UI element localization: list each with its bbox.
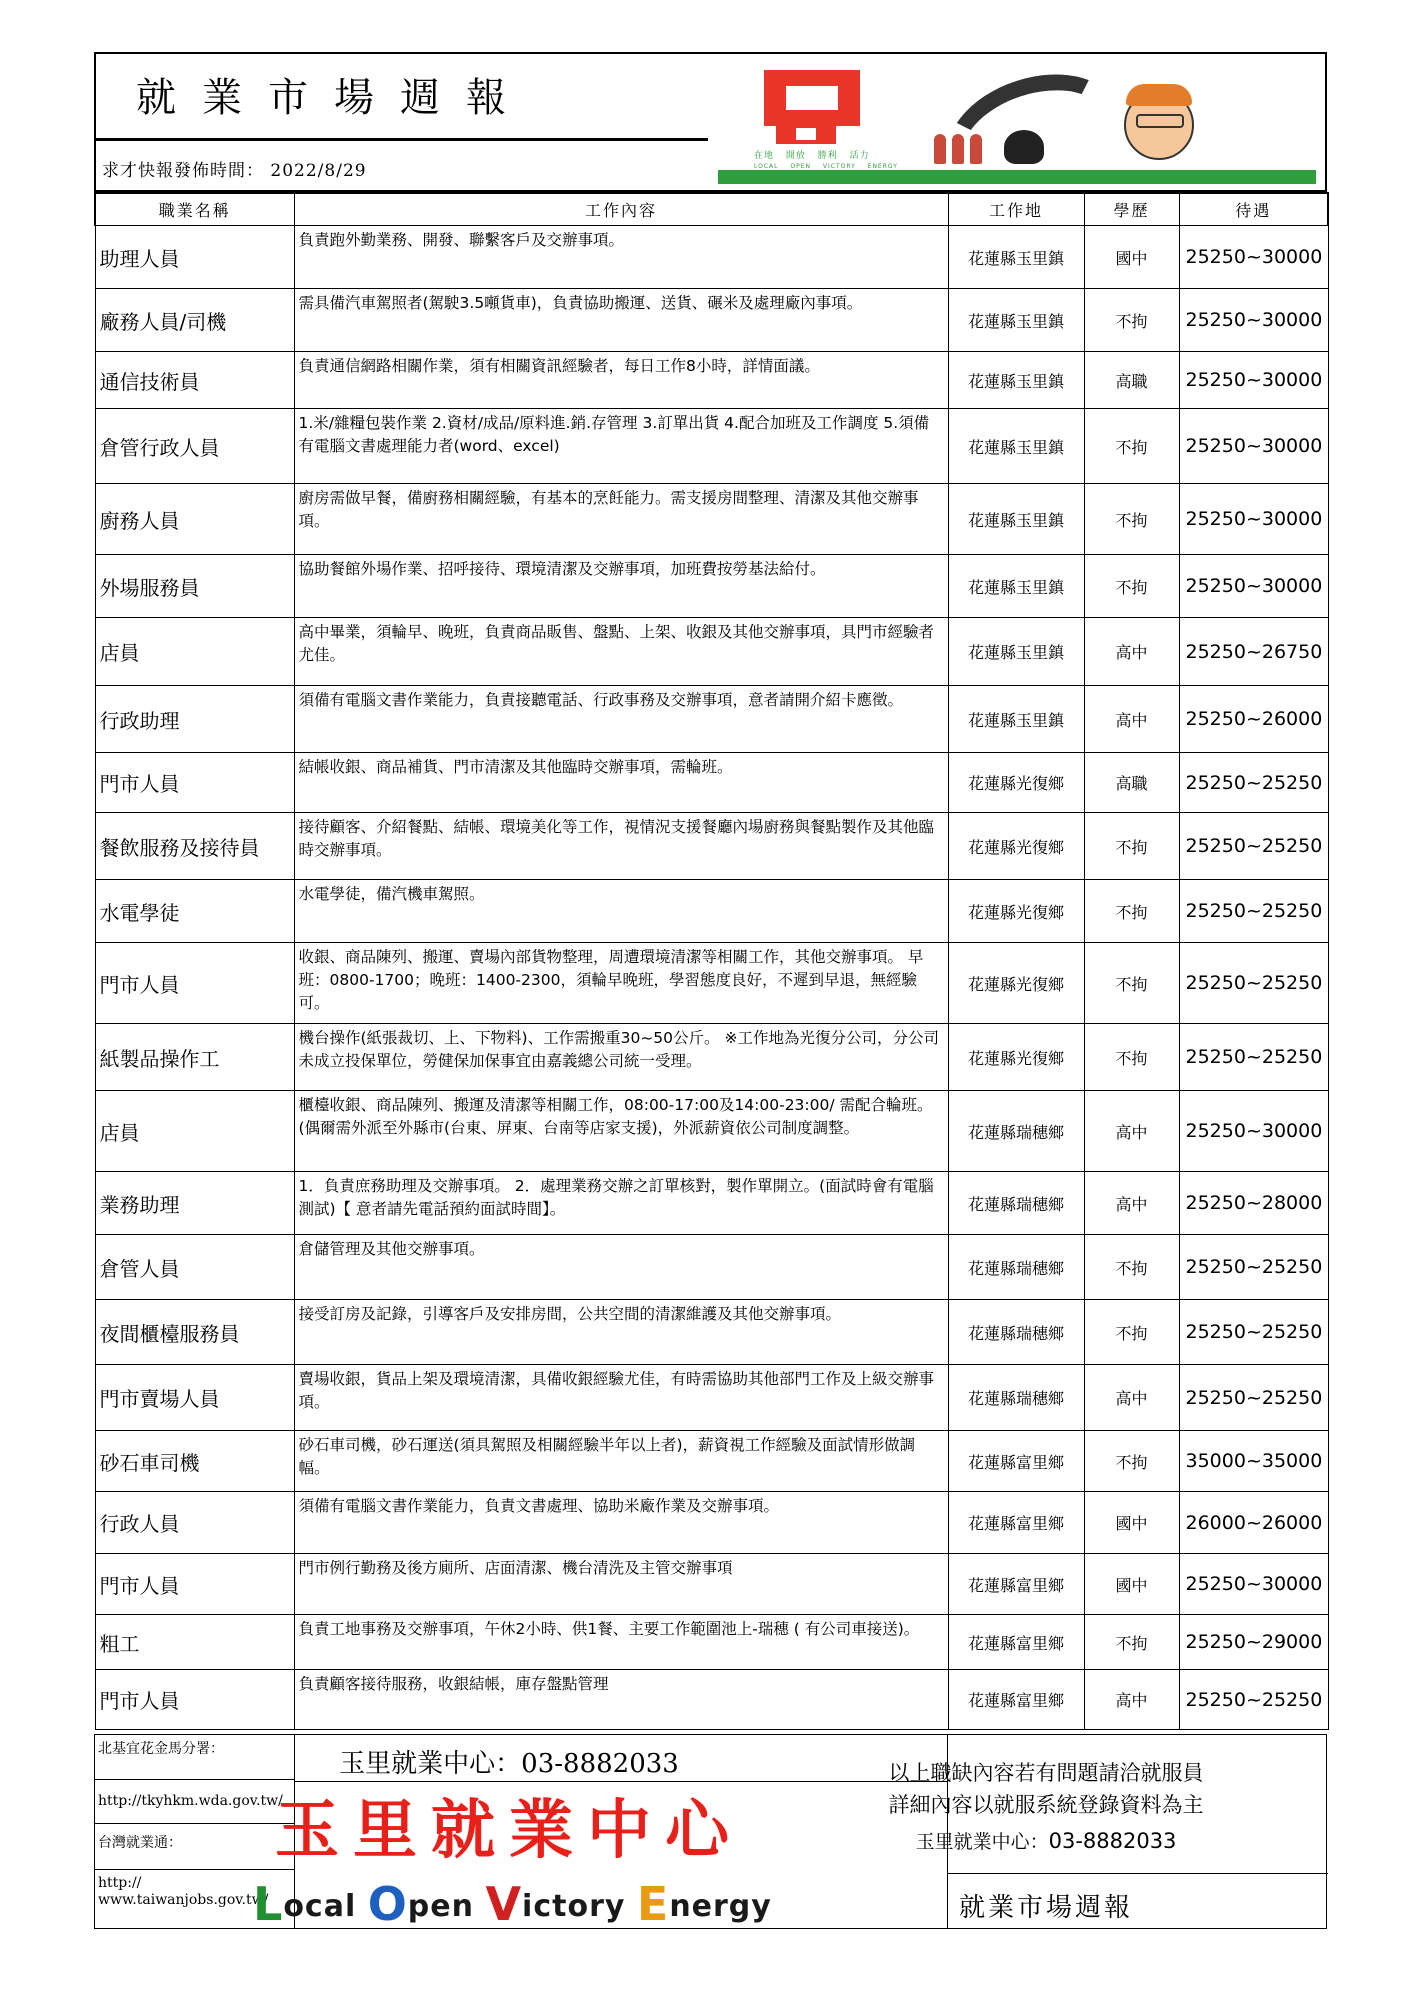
job-title-cell: 門市人員	[95, 753, 294, 813]
table-row	[95, 1615, 1328, 1670]
job-education-cell: 不拘	[1084, 409, 1179, 484]
slogan-rest: ocal	[283, 1889, 357, 1924]
slogan-cap: O	[367, 1877, 408, 1931]
job-education-cell: 高職	[1084, 753, 1179, 813]
job-education-cell: 不拘	[1084, 1615, 1179, 1670]
job-education-cell: 高中	[1084, 1172, 1179, 1235]
footer-slogan	[253, 1877, 772, 1931]
table-row	[95, 289, 1328, 352]
table-row	[95, 1172, 1328, 1235]
logo-word-en: LOCAL	[754, 163, 779, 170]
publish-date-label: 求才快報發佈時間：	[102, 161, 264, 181]
mascot-hair-illustration	[1126, 84, 1192, 106]
job-location-cell: 花蓮縣光復鄉	[948, 753, 1084, 813]
job-weekly-page	[94, 52, 1327, 1930]
footer-taiwanjobs-label: 台灣就業通：	[98, 1835, 182, 1851]
table-header-row	[95, 193, 1328, 226]
table-row	[95, 226, 1328, 289]
table-row	[95, 880, 1328, 943]
job-title-cell: 業務助理	[95, 1172, 294, 1235]
table-row	[95, 484, 1328, 555]
job-salary-cell: 25250~30000	[1179, 555, 1328, 618]
job-education-cell: 高中	[1084, 1670, 1179, 1730]
job-content-cell: 接待顧客、介紹餐點、結帳、環境美化等工作，視情況支援餐廳內場廚務與餐點製作及其他臨時交辦事項。	[294, 813, 948, 880]
job-location-cell: 花蓮縣玉里鎮	[948, 352, 1084, 409]
table-row	[95, 686, 1328, 753]
job-content-cell: 負責通信網路相關作業，須有相關資訊經驗者，每日工作8小時，詳情面議。	[294, 352, 948, 409]
job-content-cell: 1．負責庶務助理及交辦事項。 2．處理業務交辦之訂單核對，製作單開立。(面試時會有電腦測試)【 意者請先電話預約面試時間】。	[294, 1172, 948, 1235]
job-content-cell: 砂石車司機，砂石運送(須具駕照及相關經驗半年以上者)，薪資視工作經驗及面試情形做調幅。	[294, 1431, 948, 1492]
footer-note-line2: 詳細內容以就服系統登錄資料為主	[888, 1793, 1204, 1817]
job-location-cell: 花蓮縣富里鄉	[948, 1554, 1084, 1615]
footer-agency-url[interactable]: http://tkyhkm.wda.gov.tw/	[98, 1793, 283, 1809]
job-salary-cell: 25250~30000	[1179, 1091, 1328, 1172]
job-content-cell: 需具備汽車駕照者(駕駛3.5噸貨車)，負責協助搬運、送貨、碾米及處理廠內事項。	[294, 289, 948, 352]
job-content-cell: 負責顧客接待服務，收銀結帳，庫存盤點管理	[294, 1670, 948, 1730]
job-education-cell: 高中	[1084, 618, 1179, 686]
job-education-cell: 不拘	[1084, 289, 1179, 352]
logo-word: 開放	[785, 151, 806, 161]
footer-note-phone-label: 玉里就業中心：	[915, 1831, 1049, 1853]
title-underline	[96, 138, 708, 141]
header-job-content: 工作內容	[294, 193, 948, 226]
table-row	[95, 352, 1328, 409]
header-salary: 待遇	[1179, 193, 1328, 226]
job-title-cell: 行政助理	[95, 686, 294, 753]
footer-center-phone: 玉里就業中心：03-8882033	[339, 1749, 679, 1779]
job-education-cell: 高中	[1084, 1091, 1179, 1172]
job-title-cell: 店員	[95, 618, 294, 686]
job-location-cell: 花蓮縣富里鄉	[948, 1615, 1084, 1670]
job-location-cell: 花蓮縣瑞穗鄉	[948, 1365, 1084, 1431]
job-title-cell: 助理人員	[95, 226, 294, 289]
job-education-cell: 不拘	[1084, 484, 1179, 555]
job-location-cell: 花蓮縣富里鄉	[948, 1431, 1084, 1492]
people-illustration	[934, 134, 1014, 164]
table-row	[95, 618, 1328, 686]
job-location-cell: 花蓮縣玉里鎮	[948, 686, 1084, 753]
job-title-cell: 餐飲服務及接待員	[95, 813, 294, 880]
job-title-cell: 行政人員	[95, 1492, 294, 1554]
job-salary-cell: 25250~28000	[1179, 1172, 1328, 1235]
job-location-cell: 花蓮縣光復鄉	[948, 880, 1084, 943]
job-content-cell: 結帳收銀、商品補貨、門市清潔及其他臨時交辦事項，需輪班。	[294, 753, 948, 813]
job-location-cell: 花蓮縣玉里鎮	[948, 618, 1084, 686]
job-title-cell: 夜間櫃檯服務員	[95, 1300, 294, 1365]
lov-logo-mark	[764, 70, 860, 126]
job-salary-cell: 25250~25250	[1179, 1235, 1328, 1300]
job-content-cell: 負責工地事務及交辦事項，午休2小時、供1餐、主要工作範圍池上-瑞穗 ( 有公司車接送)。	[294, 1615, 948, 1670]
job-content-cell: 負責跑外勤業務、開發、聯繫客戶及交辦事項。	[294, 226, 948, 289]
publish-date-value: 2022/8/29	[270, 161, 367, 181]
job-title-cell: 倉管人員	[95, 1235, 294, 1300]
report-title: 就業市場週報	[136, 75, 532, 121]
job-listing-table	[94, 192, 1329, 1730]
job-salary-cell: 25250~30000	[1179, 289, 1328, 352]
logo-word-en: OPEN	[790, 163, 811, 170]
job-content-cell: 須備有電腦文書作業能力，負責文書處理、協助米廠作業及交辦事項。	[294, 1492, 948, 1554]
logo-words	[754, 148, 906, 171]
table-row	[95, 555, 1328, 618]
job-location-cell: 花蓮縣玉里鎮	[948, 289, 1084, 352]
job-salary-cell: 25250~29000	[1179, 1615, 1328, 1670]
publish-date	[102, 156, 367, 181]
logo-word: 在地	[754, 151, 775, 161]
job-salary-cell: 25250~25250	[1179, 880, 1328, 943]
job-location-cell: 花蓮縣瑞穗鄉	[948, 1235, 1084, 1300]
job-title-cell: 門市人員	[95, 943, 294, 1024]
job-content-cell: 須備有電腦文書作業能力，負責接聽電話、行政事務及交辦事項，意者請開介紹卡應徵。	[294, 686, 948, 753]
bear-illustration	[1004, 130, 1044, 164]
job-education-cell: 國中	[1084, 226, 1179, 289]
job-title-cell: 砂石車司機	[95, 1431, 294, 1492]
job-salary-cell: 25250~30000	[1179, 226, 1328, 289]
job-content-cell: 1.米/雜糧包裝作業 2.資材/成品/原料進.銷.存管理 3.訂單出貨 4.配合加班及工作調度 5.須備有電腦文書處理能力者(word、excel)	[294, 409, 948, 484]
job-salary-cell: 25250~30000	[1179, 1554, 1328, 1615]
header-job-title: 職業名稱	[95, 193, 294, 226]
job-salary-cell: 26000~26000	[1179, 1492, 1328, 1554]
job-title-cell: 通信技術員	[95, 352, 294, 409]
job-education-cell: 不拘	[1084, 1024, 1179, 1091]
logo-word: 勝利	[817, 151, 838, 161]
job-content-cell: 水電學徒，備汽機車駕照。	[294, 880, 948, 943]
job-education-cell: 國中	[1084, 1554, 1179, 1615]
job-education-cell: 不拘	[1084, 1431, 1179, 1492]
table-row	[95, 1235, 1328, 1300]
job-title-cell: 紙製品操作工	[95, 1024, 294, 1091]
job-location-cell: 花蓮縣瑞穗鄉	[948, 1300, 1084, 1365]
job-title-cell: 廠務人員/司機	[95, 289, 294, 352]
job-location-cell: 花蓮縣光復鄉	[948, 813, 1084, 880]
job-salary-cell: 25250~25250	[1179, 813, 1328, 880]
lov-logo-v	[776, 124, 836, 144]
logo-word-en: VICTORY	[822, 163, 856, 170]
footer-agency-label: 北基宜花金馬分署：	[98, 1741, 224, 1757]
job-salary-cell: 25250~25250	[1179, 1024, 1328, 1091]
job-salary-cell: 25250~25250	[1179, 753, 1328, 813]
job-content-cell: 賣場收銀，貨品上架及環境清潔，具備收銀經驗尤佳，有時需協助其他部門工作及上級交辦事項。	[294, 1365, 948, 1431]
job-education-cell: 不拘	[1084, 555, 1179, 618]
job-content-cell: 櫃檯收銀、商品陳列、搬運及清潔等相關工作，08:00-17:00及14:00-23:00/ 需配合輪班。(偶爾需外派至外縣市(台東、屏東、台南等店家支援)，外派薪資依公司制度調整。	[294, 1091, 948, 1172]
report-header	[94, 52, 1327, 192]
job-education-cell: 不拘	[1084, 1300, 1179, 1365]
slogan-rest: nergy	[669, 1889, 772, 1924]
table-row	[95, 813, 1328, 880]
job-education-cell: 高職	[1084, 352, 1179, 409]
job-salary-cell: 25250~30000	[1179, 484, 1328, 555]
slogan-rest: ictory	[522, 1889, 626, 1924]
footer-note	[771, 1757, 1321, 1821]
table-row	[95, 1365, 1328, 1431]
job-content-cell: 機台操作(紙張裁切、上、下物料)、工作需搬重30~50公斤。 ※工作地為光復分公司，分公司未成立投保單位，勞健保加保事宜由嘉義總公司統一受理。	[294, 1024, 948, 1091]
job-title-cell: 廚務人員	[95, 484, 294, 555]
employment-center-banner	[714, 60, 1320, 188]
job-location-cell: 花蓮縣瑞穗鄉	[948, 1091, 1084, 1172]
job-title-cell: 倉管行政人員	[95, 409, 294, 484]
job-salary-cell: 35000~35000	[1179, 1431, 1328, 1492]
slogan-cap: L	[253, 1877, 284, 1931]
job-location-cell: 花蓮縣富里鄉	[948, 1670, 1084, 1730]
job-education-cell: 高中	[1084, 686, 1179, 753]
job-content-cell: 接受訂房及記錄，引導客戶及安排房間，公共空間的清潔維護及其他交辦事項。	[294, 1300, 948, 1365]
job-salary-cell: 25250~26750	[1179, 618, 1328, 686]
job-title-cell: 粗工	[95, 1615, 294, 1670]
job-content-cell: 收銀、商品陳列、搬運、賣場內部貨物整理，周遭環境清潔等相關工作，其他交辦事項。 早班：0800-1700；晚班：1400-2300，須輪早晚班，學習態度良好，不遲到早退，無經驗可。	[294, 943, 948, 1024]
table-row	[95, 1554, 1328, 1615]
job-education-cell: 不拘	[1084, 813, 1179, 880]
table-row	[95, 943, 1328, 1024]
job-title-cell: 店員	[95, 1091, 294, 1172]
job-content-cell: 協助餐館外場作業、招呼接待、環境清潔及交辦事項，加班費按勞基法給付。	[294, 555, 948, 618]
job-education-cell: 不拘	[1084, 1235, 1179, 1300]
report-footer	[94, 1734, 1327, 1929]
job-education-cell: 高中	[1084, 1365, 1179, 1431]
job-location-cell: 花蓮縣玉里鎮	[948, 484, 1084, 555]
job-salary-cell: 25250~30000	[1179, 352, 1328, 409]
table-row	[95, 1670, 1328, 1730]
slogan-cap: E	[636, 1877, 670, 1931]
job-content-cell: 高中畢業，須輪早、晚班，負責商品販售、盤點、上架、收銀及其他交辦事項，具門市經驗者尤佳。	[294, 618, 948, 686]
job-salary-cell: 25250~25250	[1179, 943, 1328, 1024]
banner-green-bar	[718, 170, 1316, 184]
job-salary-cell: 25250~30000	[1179, 409, 1328, 484]
table-row	[95, 1300, 1328, 1365]
job-title-cell: 門市人員	[95, 1554, 294, 1615]
table-row	[95, 409, 1328, 484]
job-location-cell: 花蓮縣光復鄉	[948, 943, 1084, 1024]
job-content-cell: 倉儲管理及其他交辦事項。	[294, 1235, 948, 1300]
footer-center-name: 玉里就業中心	[275, 1794, 743, 1868]
job-salary-cell: 25250~25250	[1179, 1365, 1328, 1431]
job-location-cell: 花蓮縣瑞穗鄉	[948, 1172, 1084, 1235]
table-row	[95, 1091, 1328, 1172]
job-title-cell: 門市賣場人員	[95, 1365, 294, 1431]
job-title-cell: 門市人員	[95, 1670, 294, 1730]
footer-note-line1: 以上職缺內容若有問題請洽就服員	[888, 1761, 1204, 1785]
job-location-cell: 花蓮縣玉里鎮	[948, 226, 1084, 289]
footer-taiwanjobs-url[interactable]: http:// www.taiwanjobs.gov.tw/	[98, 1875, 269, 1908]
mascot-glasses-illustration	[1136, 114, 1184, 128]
job-education-cell: 國中	[1084, 1492, 1179, 1554]
job-rows	[95, 226, 1328, 1730]
job-content-cell: 廚房需做早餐，備廚務相關經驗，有基本的烹飪能力。需支援房間整理、清潔及其他交辦事項。	[294, 484, 948, 555]
job-location-cell: 花蓮縣玉里鎮	[948, 409, 1084, 484]
job-title-cell: 外場服務員	[95, 555, 294, 618]
job-education-cell: 不拘	[1084, 943, 1179, 1024]
logo-word-en: ENERGY	[867, 163, 898, 170]
table-row	[95, 753, 1328, 813]
job-title-cell: 水電學徒	[95, 880, 294, 943]
footer-weekly-title: 就業市場週報	[958, 1893, 1133, 1923]
logo-word: 活力	[849, 151, 870, 161]
slogan-rest: pen	[407, 1889, 474, 1924]
header-education: 學歷	[1084, 193, 1179, 226]
job-salary-cell: 25250~25250	[1179, 1300, 1328, 1365]
job-location-cell: 花蓮縣富里鄉	[948, 1492, 1084, 1554]
table-row	[95, 1431, 1328, 1492]
job-education-cell: 不拘	[1084, 880, 1179, 943]
job-content-cell: 門市例行勤務及後方廁所、店面清潔、機台清洗及主管交辦事項	[294, 1554, 948, 1615]
footer-note-phone	[771, 1827, 1321, 1854]
table-row	[95, 1024, 1328, 1091]
header-location: 工作地	[948, 193, 1084, 226]
table-row	[95, 1492, 1328, 1554]
job-location-cell: 花蓮縣光復鄉	[948, 1024, 1084, 1091]
footer-note-phone-number: 03-8882033	[1048, 1829, 1177, 1853]
banner-arc-illustration	[930, 60, 1141, 188]
job-location-cell: 花蓮縣玉里鎮	[948, 555, 1084, 618]
slogan-cap: V	[485, 1877, 523, 1931]
job-salary-cell: 25250~25250	[1179, 1670, 1328, 1730]
job-salary-cell: 25250~26000	[1179, 686, 1328, 753]
